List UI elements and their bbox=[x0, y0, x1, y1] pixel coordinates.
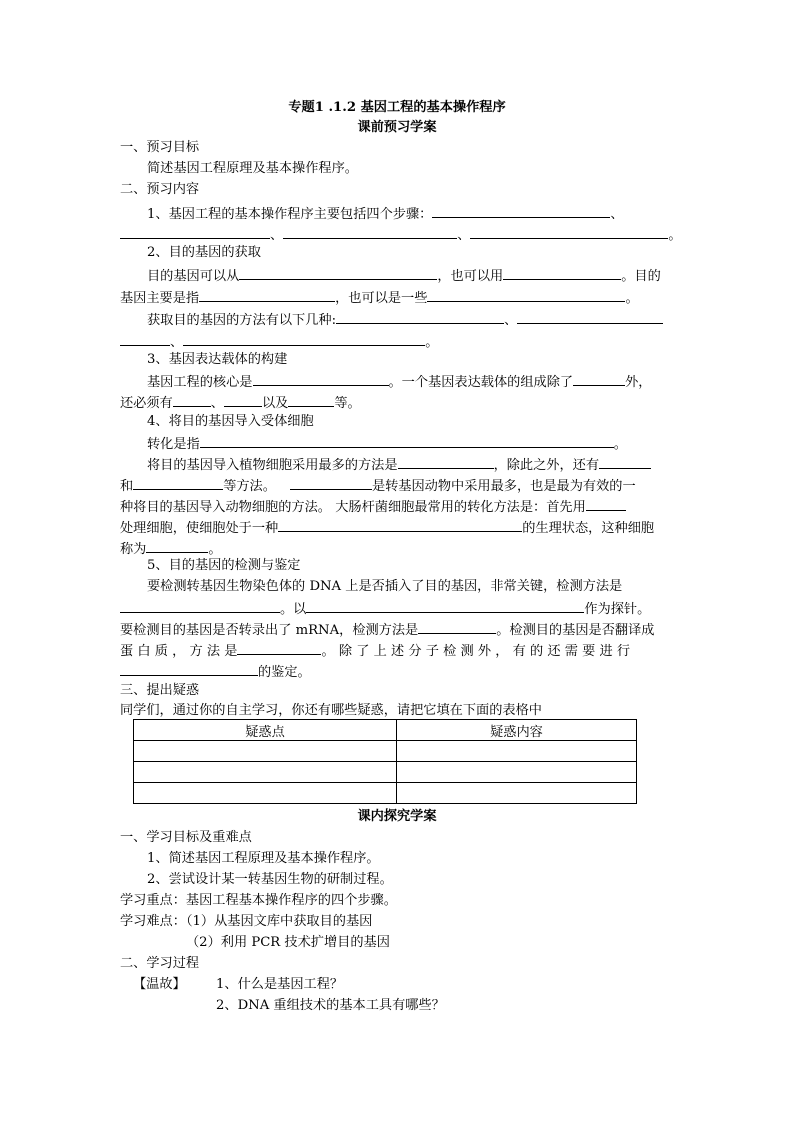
item5-line5 bbox=[120, 661, 311, 683]
learning-goal-1: 1、简述基因工程原理及基本操作程序。 bbox=[147, 851, 380, 866]
item3-title: 3、基因表达载体的构建 bbox=[147, 352, 288, 367]
table-cell[interactable] bbox=[134, 741, 397, 762]
item2-line3: 获取目的基因的方法有以下几种: 、 bbox=[147, 309, 663, 331]
item2-line4: 、 。 bbox=[120, 331, 438, 353]
blank-component4[interactable] bbox=[288, 392, 334, 407]
item3-line2: 还必须有 、 以及 等。 bbox=[120, 392, 361, 414]
blank-step4[interactable] bbox=[470, 224, 668, 239]
item2-text-d: 基因主要是指 bbox=[120, 291, 200, 306]
item5-line1: 要检测转基因生物染色体的 DNA 上是否插入了目的基因，非常关键，检测方法是 bbox=[147, 579, 623, 594]
item5-line2 bbox=[120, 598, 650, 620]
blank-ecoli-state[interactable] bbox=[278, 517, 522, 532]
blank-method2-cont[interactable] bbox=[120, 331, 170, 346]
review-question-1: 1、什么是基因工程？ bbox=[216, 977, 344, 992]
blank-gene-main[interactable] bbox=[199, 287, 335, 302]
col-header-point: 疑惑点 bbox=[134, 720, 397, 741]
blank-ecoli-reagent[interactable] bbox=[586, 496, 626, 511]
item5-text-h: 的鉴定。 bbox=[258, 665, 311, 680]
blank-mrna-detect[interactable] bbox=[418, 619, 496, 634]
blank-gene-method[interactable] bbox=[503, 265, 621, 280]
item4-line1: 转化是指 。 bbox=[147, 433, 627, 455]
item3-text-e: 以及 bbox=[261, 396, 289, 411]
item4-line2 bbox=[147, 454, 651, 476]
item4-text-g: 种将目的基因导入动物细胞的方法。 大肠杆菌细胞最常用的转化方法是：首先用 bbox=[120, 500, 586, 515]
blank-component3[interactable] bbox=[224, 392, 262, 407]
item4-line6: 称为 。 bbox=[120, 538, 222, 560]
blank-method3[interactable] bbox=[183, 331, 425, 346]
item4-text-h: 处理细胞，使细胞处于一种 bbox=[120, 521, 279, 536]
section-subtitle-inclass: 课内探究学案 bbox=[357, 809, 437, 824]
item2-text-a: 目的基因可以从 bbox=[147, 269, 240, 284]
item3-line1 bbox=[147, 371, 652, 393]
item2-line1 bbox=[147, 265, 661, 287]
review-question-2: 2、DNA 重组技术的基本工具有哪些？ bbox=[216, 998, 445, 1013]
page-title: 专题1 .1.2 基因工程的基本操作程序 bbox=[288, 100, 506, 115]
difficulty-1: 学习难点：（1）从基因文库中获取目的基因 bbox=[120, 914, 373, 929]
table-row bbox=[134, 762, 637, 783]
item1-line: 1、基因工程的基本操作程序主要包括四个步骤： 、 bbox=[147, 203, 624, 225]
questions-table bbox=[133, 719, 637, 804]
blank-method1[interactable] bbox=[336, 309, 504, 324]
blank-competent[interactable] bbox=[146, 538, 208, 553]
item4-text-a: 转化是指 bbox=[147, 437, 200, 452]
item3-text-f: 等。 bbox=[334, 396, 361, 411]
item3-text-c: 外， bbox=[625, 375, 652, 390]
item5-text-g: 。 除 了 上 述 分 子 检 测 外 ， 有 的 还 需 要 进 行 bbox=[321, 644, 631, 659]
item5-line4 bbox=[120, 640, 630, 662]
item1-text: 1、基因工程的基本操作程序主要包括四个步骤： bbox=[147, 207, 433, 222]
item1-line2: 、 、 。 bbox=[120, 224, 682, 246]
item5-text-b: 。以 bbox=[280, 602, 307, 617]
item4-title: 4、将目的基因导入受体细胞 bbox=[147, 414, 314, 429]
section-subtitle-preview: 课前预习学案 bbox=[357, 120, 437, 135]
item5-line3 bbox=[120, 619, 655, 641]
item4-text-d: 和 bbox=[120, 479, 134, 494]
blank-gene-source[interactable] bbox=[239, 265, 437, 280]
item4-text-c: ，除此之外，还有 bbox=[493, 458, 600, 473]
item2-line2: 基因主要是指 ，也可以是一些 。 bbox=[120, 287, 639, 309]
item5-text-c: 作为探针。 bbox=[584, 602, 651, 617]
item2-text-e: ，也可以是一些 bbox=[335, 291, 428, 306]
heading-preview-content: 二、预习内容 bbox=[120, 182, 200, 197]
blank-component2[interactable] bbox=[173, 392, 211, 407]
item3-text-a: 基因工程的核心是 bbox=[147, 375, 253, 390]
item3-text-d: 还必须有 bbox=[120, 396, 173, 411]
blank-component1[interactable] bbox=[573, 371, 625, 386]
table-header-row bbox=[134, 720, 637, 741]
table-row bbox=[134, 783, 637, 804]
item4-line4 bbox=[120, 496, 626, 518]
item2-text-b: ，也可以用 bbox=[437, 269, 504, 284]
review-label: 【温故】 bbox=[133, 977, 186, 992]
item5-text-e: 。检测目的基因是否翻译成 bbox=[496, 623, 655, 638]
blank-probe[interactable] bbox=[306, 598, 584, 613]
blank-animal-method[interactable] bbox=[290, 475, 372, 490]
blank-step3[interactable] bbox=[283, 224, 457, 239]
difficulty-2: （2）利用 PCR 技术扩增目的基因 bbox=[186, 935, 390, 950]
blank-core[interactable] bbox=[253, 371, 389, 386]
heading-learning-goals: 一、学习目标及重难点 bbox=[120, 830, 252, 845]
blank-protein-detect[interactable] bbox=[237, 640, 321, 655]
key-point: 学习重点：基因工程基本操作程序的四个步骤。 bbox=[120, 893, 397, 908]
item4-line5 bbox=[120, 517, 654, 539]
table-cell[interactable] bbox=[134, 783, 397, 804]
blank-gene-other[interactable] bbox=[427, 287, 625, 302]
learning-goal-2: 2、尝试设计某一转基因生物的研制过程。 bbox=[147, 872, 393, 887]
heading-preview-goal: 一、预习目标 bbox=[120, 140, 200, 155]
blank-plant-method3[interactable] bbox=[133, 475, 223, 490]
item4-text-e: 等方法。 bbox=[223, 479, 276, 494]
item3-text-b: 。一个基因表达载体的组成除了 bbox=[388, 375, 574, 390]
item2-text-f: 获取目的基因的方法有以下几种: bbox=[147, 313, 337, 328]
blank-transform-def[interactable] bbox=[200, 433, 614, 448]
table-row bbox=[134, 741, 637, 762]
col-header-content: 疑惑内容 bbox=[397, 720, 637, 741]
blank-plant-method[interactable] bbox=[398, 454, 494, 469]
blank-step2[interactable] bbox=[120, 224, 270, 239]
blank-individual[interactable] bbox=[120, 661, 258, 676]
item4-text-b: 将目的基因导入植物细胞采用最多的方法是 bbox=[147, 458, 398, 473]
table-cell[interactable] bbox=[397, 762, 637, 783]
table-cell[interactable] bbox=[397, 741, 637, 762]
questions-intro: 同学们，通过你的自主学习，你还有哪些疑惑，请把它填在下面的表格中 bbox=[120, 703, 542, 718]
heading-learning-process: 二、学习过程 bbox=[120, 956, 200, 971]
item2-text-c: 。目的 bbox=[621, 269, 661, 284]
table-cell[interactable] bbox=[134, 762, 397, 783]
item5-title: 5、目的基因的检测与鉴定 bbox=[147, 558, 301, 573]
item4-text-i: 的生理状态，这种细胞 bbox=[522, 521, 655, 536]
item4-text-f: 是转基因动物中采用最多，也是最为有效的一 bbox=[371, 479, 636, 494]
item5-text-f: 蛋 白 质 ， 方 法 是 bbox=[120, 644, 238, 659]
item5-text-d: 要检测目的基因是否转录出了 mRNA，检测方法是 bbox=[120, 623, 419, 638]
heading-questions: 三、提出疑惑 bbox=[120, 683, 200, 698]
blank-plant-method2[interactable] bbox=[599, 454, 651, 469]
blank-method2[interactable] bbox=[517, 309, 663, 324]
item2-title: 2、目的基因的获取 bbox=[147, 245, 261, 260]
item4-text-j: 称为 bbox=[120, 542, 147, 557]
item4-line3 bbox=[120, 475, 636, 497]
preview-goal-text: 简述基因工程原理及基本操作程序。 bbox=[147, 161, 358, 176]
blank-dna-detect[interactable] bbox=[120, 598, 280, 613]
blank-step1[interactable] bbox=[432, 203, 610, 218]
table-cell[interactable] bbox=[397, 783, 637, 804]
